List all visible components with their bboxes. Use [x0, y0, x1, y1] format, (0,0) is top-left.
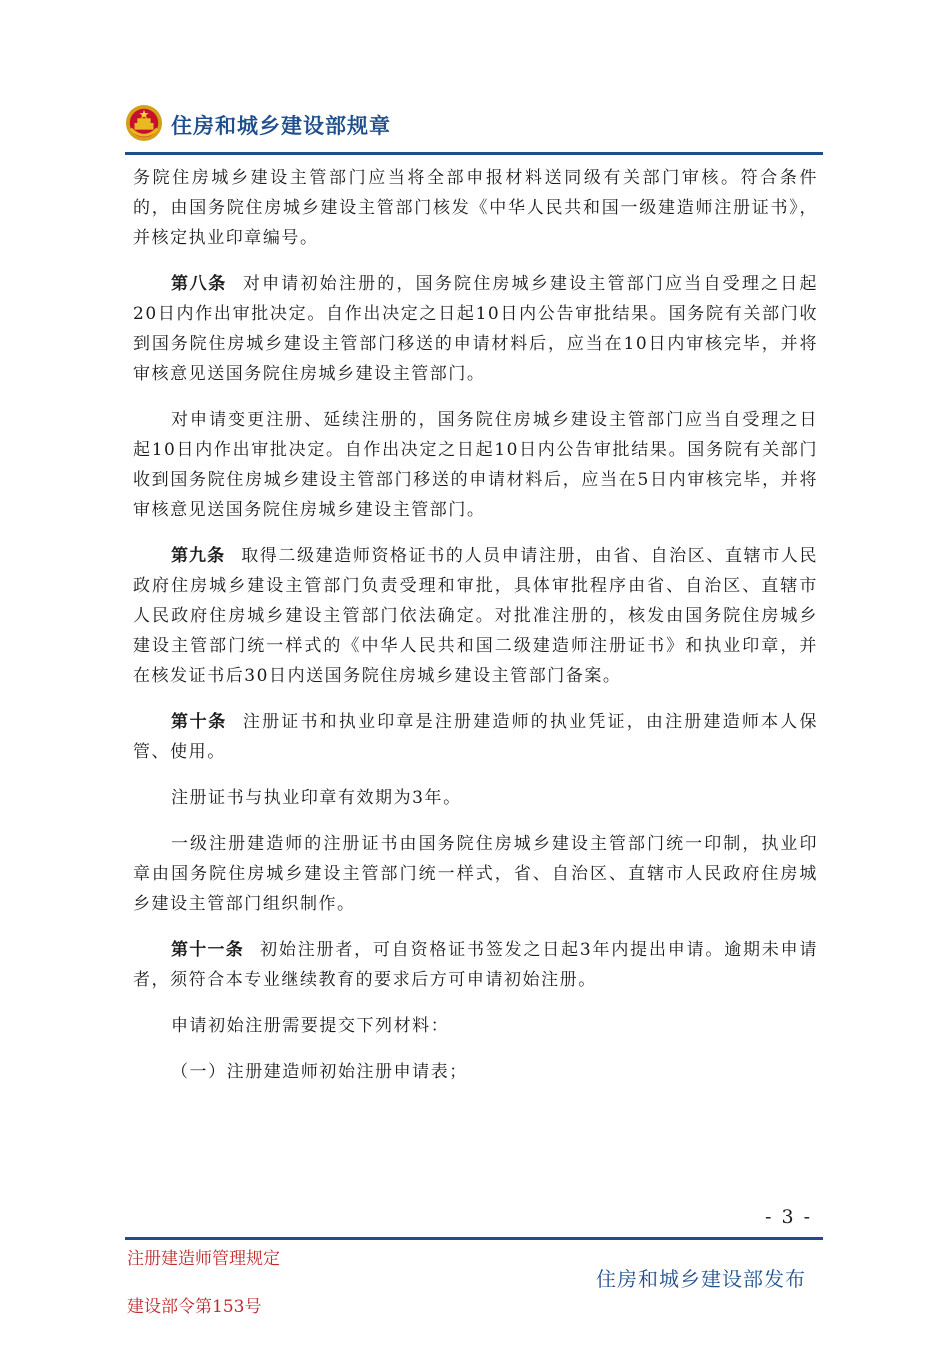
paragraph-continuation: 务院住房城乡建设主管部门应当将全部申报材料送同级有关部门审核。符合条件的，由国务院住房城乡建设主管部门核发《中华人民共和国一级建造师注册证书》，并核定执业印章编号。: [133, 168, 818, 248]
article-8-paragraph-2: 对申请变更注册、延续注册的，国务院住房城乡建设主管部门应当自受理之日起10日内作出审批决定。自作出决定之日起10日内公告审批结果。国务院有关部门收到国务院住房城乡建设主管部门移送的申请材料后，应当在5日内审核完毕，并将审核意见送国务院住房城乡建设主管部门。: [133, 410, 818, 520]
document-body: [133, 163, 818, 1103]
footer-order-number: 建设部令第153号: [127, 1297, 262, 1317]
footer-publisher: 住房和城乡建设部发布: [596, 1267, 806, 1291]
article-9: [133, 541, 818, 691]
article-text: 初始注册者，可自资格证书签发之日起3年内提出申请。逾期未申请者，须符合本专业继续教育的要求后方可申请初始注册。: [133, 940, 818, 990]
article-10: [133, 707, 818, 767]
page-header: [125, 100, 823, 158]
article-10-paragraph-2: 注册证书与执业印章有效期为3年。: [171, 788, 462, 808]
article-10-paragraph-3: 一级注册建造师的注册证书由国务院住房城乡建设主管部门统一印制，执业印章由国务院住房城乡建设主管部门统一样式，省、自治区、直辖市人民政府住房城乡建设主管部门组织制作。: [133, 834, 818, 914]
article-text: 注册证书和执业印章是注册建造师的执业凭证，由注册建造师本人保管、使用。: [133, 712, 818, 762]
article-number: 第十条: [171, 712, 227, 732]
article-number: 第九条: [171, 546, 226, 566]
article-11-item-1: （一）注册建造师初始注册申请表；: [171, 1062, 468, 1082]
article-11-paragraph-2: 申请初始注册需要提交下列材料：: [171, 1016, 450, 1036]
header-divider: [125, 152, 823, 155]
footer-divider: [125, 1237, 823, 1240]
article-text: 对申请初始注册的，国务院住房城乡建设主管部门应当自受理之日起20日内作出审批决定。自作出决定之日起10日内公告审批结果。国务院有关部门收到国务院住房城乡建设主管部门移送的申请材料后，应当在10日内审核完毕，并将审核意见送国务院住房城乡建设主管部门。: [133, 274, 818, 384]
page-number: - 3 -: [765, 1206, 813, 1228]
header-title: 住房和城乡建设部规章: [171, 114, 391, 138]
article-11: [133, 935, 818, 995]
national-emblem-icon: [125, 104, 163, 142]
article-text: 取得二级建造师资格证书的人员申请注册，由省、自治区、直辖市人民政府住房城乡建设主管部门负责受理和审批，具体审批程序由省、自治区、直辖市人民政府住房城乡建设主管部门依法确定。对批准注册的，核发由国务院住房城乡建设主管部门统一样式的《中华人民共和国二级建造师注册证书》和执业印章，并在核发证书后30日内送国务院住房城乡建设主管部门备案。: [133, 546, 818, 686]
article-8: [133, 269, 818, 389]
article-number: 第十一条: [171, 940, 245, 960]
article-number: 第八条: [171, 274, 227, 294]
footer-document-title: 注册建造师管理规定: [127, 1249, 280, 1269]
